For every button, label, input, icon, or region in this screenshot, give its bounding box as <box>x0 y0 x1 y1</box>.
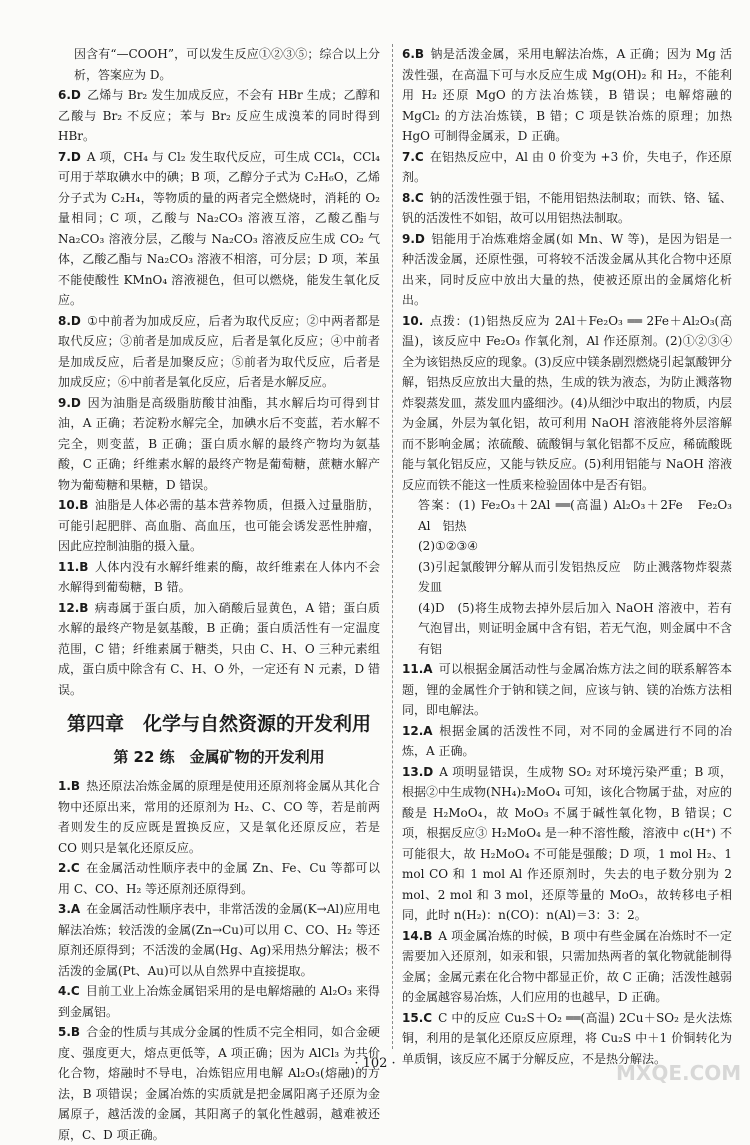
answer-label: 10. <box>402 313 424 328</box>
answer-label: 8.D <box>58 313 81 328</box>
answer-text: 点拨：(1)铝热反应为 2Al＋Fe₂O₃ ══ 2Fe＋Al₂O₃(高温)，该反应中 Fe₂O₃ 作氧化剂，Al 作还原剂。(2)①②③④全为该铝热反应的现象。(3)反应中镁条剧烈燃烧引起氯酸钾分解，铝热反应放出大量的热，生成的铁为液态，为防止溅落物炸裂蒸发皿，蒸发皿内盛细沙。(4)从细沙中取出的物质，内层为金属，外层为氧化铝，故可利用 NaOH 溶液能将外层溶解而不影响金属；浓硫酸、硫酸铜与氧化铝都不反应，稀硫酸既能与氧化铝反应，又能与铁反应。(5)利用铝能与 NaOH 溶液反应而铁不能这一性质来检验固体中是否有铝。 <box>402 313 732 492</box>
answer-item <box>402 188 732 229</box>
answer-text: 目前工业上冶炼金属铝采用的是电解熔融的 Al₂O₃ 来得到金属铝。 <box>58 984 380 1019</box>
answer-item <box>402 659 732 721</box>
answer-item <box>58 1022 380 1145</box>
answer-text: C 中的反应 Cu₂S＋O₂ ══(高温) 2Cu＋SO₂ 是火法炼铜，利用的是氧化还原反应原理，将 Cu₂S 中＋1 价铜转化为单质铜，该反应不属于分解反应，不是热分解法。 <box>402 1010 732 1066</box>
answer-text: 因含有“—COOH”，可以发生反应①②③⑤；综合以上分析，答案应为 D。 <box>74 47 380 82</box>
answer-item <box>58 393 380 496</box>
watermark-logo <box>612 1046 742 1090</box>
answer-label: 9.D <box>58 395 81 410</box>
answer-item <box>58 495 380 557</box>
left-answer-list-2 <box>58 776 380 1145</box>
answer-text: 钠的活泼性强于铝，不能用铝热法制取；而铁、铬、锰、钒的活泼性不如铝，故可以用铝热法制取。 <box>402 190 732 225</box>
answer-text: (3)引起氯酸钾分解从而引发铝热反应 防止溅落物炸裂蒸发皿 <box>418 559 732 594</box>
answer-label: 10.B <box>58 498 89 512</box>
answer-text: 答案：(1) Fe₂O₃＋2Al ══(高温) Al₂O₃＋2Fe Fe₂O₃ Al 铝热 <box>418 498 745 533</box>
answer-item <box>402 926 732 1008</box>
answer-label: 5.B <box>58 1025 81 1039</box>
answer-item <box>402 147 732 188</box>
left-answer-list <box>58 44 380 700</box>
answer-item <box>402 495 745 536</box>
answer-label: 3.A <box>58 902 81 916</box>
answer-item <box>402 598 732 660</box>
page-number: · 102 · <box>354 1056 396 1071</box>
answer-label: 7.D <box>58 149 81 164</box>
answer-text: 油脂是人体必需的基本营养物质，但摄入过量脂肪，可能引起肥胖、高血脂、高血压，也可能会诱发恶性肿瘤，因此应控制油脂的摄入量。 <box>58 498 380 553</box>
section-title: 第 22 练 金属矿物的开发利用 <box>113 748 325 766</box>
answer-text: 合金的性质与其成分金属的性质不完全相同，如合金硬度、强度更大，熔点更低等，A 项正确；因为 AlCl₃ 为共价化合物，熔融时不导电，冶炼铝应用电解 Al₂O₃(熔融)的方法，B 项错误；金属冶炼的实质就是把金属阳离子还原为金属原子，越活泼的金属，其阳离子的氧化性越弱，越难被还原，C、D 项正确。 <box>58 1025 380 1142</box>
answer-item <box>402 721 732 762</box>
answer-text: 铝能用于冶炼难熔金属(如 Mn、W 等)，是因为铝是一种活泼金属，还原性强，可将较不活泼金属从其化合物中还原出来，同时反应中放出大量的热，使被还原出的金属熔化析出。 <box>402 231 732 307</box>
answer-label: 12.A <box>402 723 433 738</box>
answer-label: 8.C <box>402 190 424 205</box>
answer-item <box>58 557 380 598</box>
answer-text: 在金属活动性顺序表中的金属 Zn、Fe、Cu 等都可以用 C、CO、H₂ 等还原剂还原得到。 <box>58 861 380 896</box>
answer-text: A 项金属冶炼的时候，B 项中有些金属在冶炼时不一定需要加入还原剂，如汞和银，只需加热两者的氧化物就能制得金属；金属元素在化合物中都显正价，故 C 正确；活泼性越弱的金属越容易冶炼，人们应用的也越早，D 正确。 <box>402 928 732 1004</box>
answer-text: ①中前者为加成反应，后者为取代反应；②中两者都是取代反应；③前者是加成反应，后者是氧化反应；④中前者是加成反应，后者是加聚反应；⑤前者为取代反应，后者是加成反应；⑥中前者是氧化反应，后者是水解反应。 <box>58 313 380 389</box>
answer-label: 9.D <box>402 231 425 246</box>
answer-item <box>402 557 732 598</box>
answer-text: 热还原法冶炼金属的原理是使用还原剂将金属从其化合物中还原出来，常用的还原剂为 H₂、C、CO 等，若是前两者则发生的反应既是置换反应，又是氧化还原反应，若是 CO 则只是氧化还原反应。 <box>58 779 380 855</box>
answer-label: 11.A <box>402 662 433 676</box>
answer-item <box>58 85 380 147</box>
answer-text: A 项明显错误，生成物 SO₂ 对环境污染严重；B 项，根据②中生成物(NH₄)₂MoO₄ 可知，该化合物属于盐，对应的酸是 H₂MoO₄，故 MoO₃ 不属于碱性氧化物，B 错误；C 项，根据反应③ H₂MoO₄ 是一种不溶性酸，溶液中 c(H⁺) 不可能很大，故 H₂MoO₄ 不可能是强酸；D 项，1 mol H₂、1 mol CO 和 1 mol Al 作还原剂时，失去的电子数分别为 2 mol、2 mol 和 3 mol，还原等量的 MoO₃，故转移电子相同，此时 n(H₂)：n(CO)：n(Al)＝3：3：2。 <box>402 764 732 922</box>
answer-text: 在金属活动性顺序表中，非常活泼的金属(K→Al)应用电解法冶炼；较活泼的金属(Zn→Cu)可以用 C、CO、H₂ 等还原剂还原得到；不活泼的金属(Hg、Ag)采用热分解法；极不活泼的金属(Pt、Au)可以从自然界中直接提取。 <box>58 902 380 978</box>
answer-item <box>58 311 380 393</box>
answer-text: 根据金属的活泼性不同，对不同的金属进行不同的冶炼，A 正确。 <box>402 723 732 758</box>
answer-item <box>402 311 732 496</box>
right-answer-list <box>402 44 745 1069</box>
answer-text: 病毒属于蛋白质，加入硝酸后显黄色，A 错；蛋白质水解的最终产物是氨基酸，B 正确；蛋白质活性有一定温度范围，C 错；纤维素属于糖类，只由 C、H、O 三种元素组成，蛋白质中除含有 C、H、O 外，一定还有 N 元素，D 错误。 <box>58 600 380 697</box>
answer-label: 14.B <box>402 928 433 943</box>
answer-item <box>58 899 380 981</box>
answer-label: 4.C <box>58 984 80 998</box>
answer-item <box>58 44 380 85</box>
answer-item <box>402 229 732 311</box>
answer-text: 因为油脂是高级脂肪酸甘油酯，其水解后均可得到甘油，A 正确；若淀粉水解完全，加碘水后不变蓝，若水解不完全，则变蓝，B 正确；蛋白质水解的最终产物均为氨基酸，C 正确；纤维素水解的最终产物是葡萄糖，蔗糖水解产物为葡萄糖和果糖，D 错误。 <box>58 395 380 492</box>
answer-label: 1.B <box>58 779 81 793</box>
answer-label: 6.B <box>402 47 425 61</box>
answer-item <box>58 858 380 899</box>
answer-label: 2.C <box>58 861 80 875</box>
chapter-title: 第四章 化学与自然资源的开发利用 <box>66 713 371 735</box>
answer-text: 钠是活泼金属，采用电解法冶炼，A 正确；因为 Mg 活泼性强，在高温下可与水反应生成 Mg(OH)₂ 和 H₂，不能利用 H₂ 还原 MgO 的方法冶炼镁，B 错误；电解熔融的 MgCl₂ 的方法冶炼镁，B 错；C 项是铁冶炼的原理；加热 HgO 可制得金属汞，D 正确。 <box>402 47 732 143</box>
answer-text: 可以根据金属活动性与金属冶炼方法之间的联系解答本题，锂的金属性介于钠和镁之间，应该与钠、镁的冶炼方法相同，即电解法。 <box>402 662 732 717</box>
answer-item <box>402 762 732 926</box>
answer-label: 6.D <box>58 88 81 102</box>
answer-text: (4)D (5)将生成物去掉外层后加入 NaOH 溶液中，若有气泡冒出，则证明金属中含有铝，若无气泡，则金属中不含有铝 <box>418 600 732 656</box>
answer-label: 15.C <box>402 1010 433 1025</box>
answer-text: (2)①②③④ <box>418 539 479 553</box>
answer-label: 11.B <box>58 559 89 574</box>
answer-item <box>58 981 380 1022</box>
svg-text:MXQE.COM: MXQE.COM <box>616 1061 742 1085</box>
answer-text: 在铝热反应中，Al 由 0 价变为 +3 价，失电子，作还原剂。 <box>402 149 732 184</box>
answer-text: 人体内没有水解纤维素的酶，故纤维素在人体内不会水解得到葡萄糖，B 错。 <box>58 559 380 594</box>
answer-text: 乙烯与 Br₂ 发生加成反应，不会有 HBr 生成；乙醇和乙酸与 Br₂ 不反应；苯与 Br₂ 反应生成溴苯的同时得到 HBr。 <box>58 88 380 143</box>
answer-item <box>402 536 732 557</box>
answer-text: A 项，CH₄ 与 Cl₂ 发生取代反应，可生成 CCl₄，CCl₄ 可用于萃取碘水中的碘；B 项，乙醇分子式为 C₂H₆O，乙烯分子式为 C₂H₄，等物质的量的两者完全燃烧时，消耗的 O₂ 量相同；C 项，乙酸与 Na₂CO₃ 溶液互溶，乙酸乙酯与 Na₂CO₃ 溶液分层，乙酸与 Na₂CO₃ 溶液反应生成 CO₂ 气体，乙酸乙酯与 Na₂CO₃ 溶液不相溶，可分层；D 项，苯虽不能使酸性 KMnO₄ 溶液褪色，但可以燃烧，能发生氧化反应。 <box>58 149 380 307</box>
left-column <box>58 44 380 1145</box>
answer-item <box>58 147 380 311</box>
answer-label: 7.C <box>402 149 424 164</box>
column-divider <box>392 44 393 1049</box>
right-column <box>402 44 745 1069</box>
answer-item <box>402 44 732 147</box>
answer-item <box>58 598 380 701</box>
answer-label: 13.D <box>402 764 434 779</box>
answer-label: 12.B <box>58 600 89 615</box>
answer-item <box>58 776 380 858</box>
